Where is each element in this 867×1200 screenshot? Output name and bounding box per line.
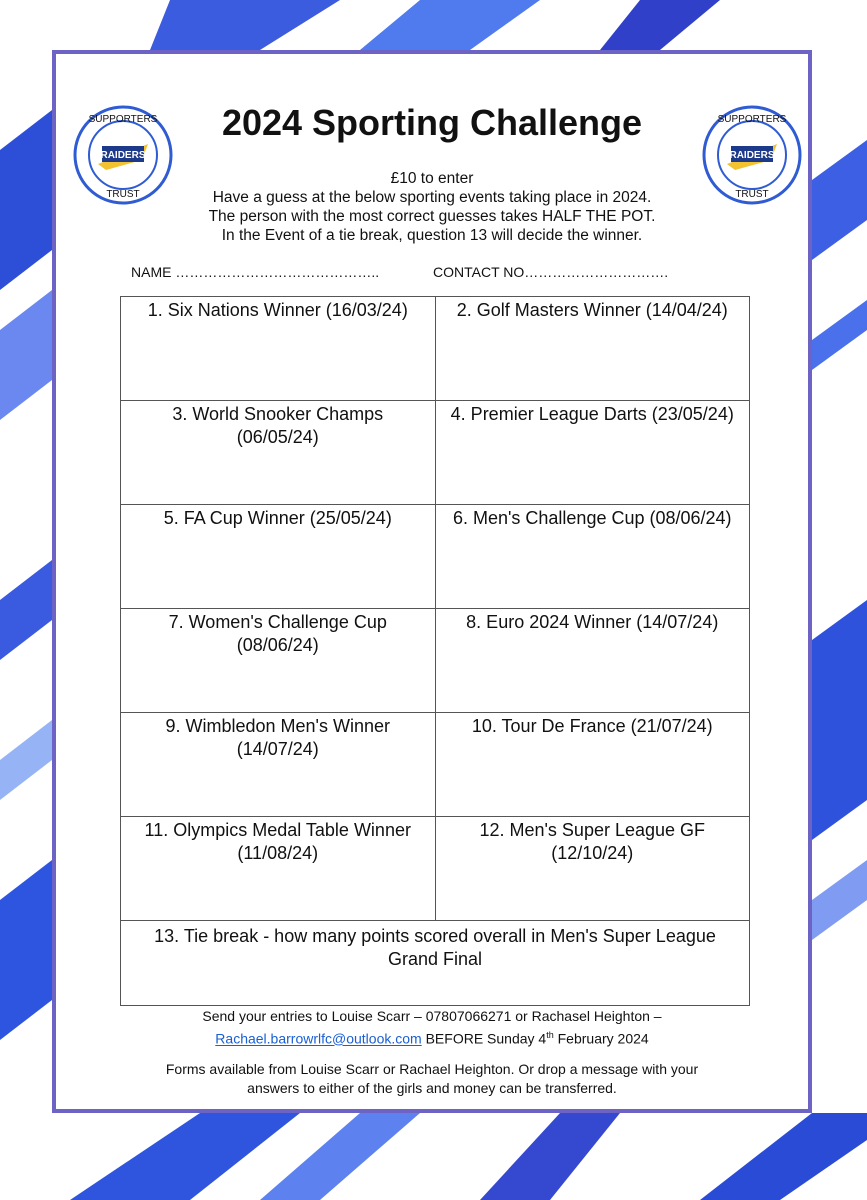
deadline-text: BEFORE Sunday 4 [421,1030,547,1047]
submission-instructions [76,1007,788,1049]
page-title: 2024 Sporting Challenge [221,102,643,143]
question-cell[interactable]: 7. Women's Challenge Cup (08/06/24) [121,609,436,713]
question-cell[interactable]: 2. Golf Masters Winner (14/04/24) [435,297,750,401]
svg-text:TRUST: TRUST [106,189,140,200]
tie-break-cell[interactable]: 13. Tie break - how many points scored overall in Men's Super League Grand Final [121,921,750,1006]
name-field[interactable]: NAME …………………………………….. [131,264,380,280]
question-cell[interactable]: 3. World Snooker Champs (06/05/24) [121,401,436,505]
intro-text [116,169,748,245]
questions-table [120,296,750,1006]
forms-info-line: answers to either of the girls and money can be transferred. [247,1080,617,1096]
entry-fee: £10 to enter [390,170,474,187]
svg-text:SUPPORTERS: SUPPORTERS [717,114,787,125]
question-cell[interactable]: 4. Premier League Darts (23/05/24) [435,401,750,505]
intro-line: The person with the most correct guesses takes HALF THE POT. [208,208,656,225]
contact-number-field[interactable]: CONTACT NO…………………………. [433,264,669,280]
question-cell[interactable]: 1. Six Nations Winner (16/03/24) [121,297,436,401]
svg-text:RAIDERS: RAIDERS [729,150,775,161]
entry-form-sheet [52,50,812,1113]
question-cell[interactable]: 8. Euro 2024 Winner (14/07/24) [435,609,750,713]
question-cell[interactable]: 10. Tour De France (21/07/24) [435,713,750,817]
question-cell[interactable]: 11. Olympics Medal Table Winner (11/08/24) [121,817,436,921]
forms-info [76,1060,788,1098]
question-cell[interactable]: 9. Wimbledon Men's Winner (14/07/24) [121,713,436,817]
forms-info-line: Forms available from Louise Scarr or Rachael Heighton. Or drop a message with your [165,1061,699,1077]
question-cell[interactable]: 6. Men's Challenge Cup (08/06/24) [435,505,750,609]
intro-line: Have a guess at the below sporting events taking place in 2024. [212,189,652,206]
question-cell[interactable]: 5. FA Cup Winner (25/05/24) [121,505,436,609]
email-link[interactable]: Rachael.barrowrlfc@outlook.com [215,1030,422,1047]
question-cell[interactable]: 12. Men's Super League GF (12/10/24) [435,817,750,921]
send-entries-text: Send your entries to Louise Scarr – 07807066271 or Rachasel Heighton – [202,1008,662,1024]
svg-text:RAIDERS: RAIDERS [100,150,146,161]
deadline-text-end: February 2024 [553,1030,649,1047]
svg-text:SUPPORTERS: SUPPORTERS [88,114,158,125]
deadline-line [76,1026,788,1049]
svg-text:TRUST: TRUST [735,189,769,200]
intro-line: In the Event of a tie break, question 13 will decide the winner. [221,227,643,244]
date-suffix: th [546,1030,554,1040]
